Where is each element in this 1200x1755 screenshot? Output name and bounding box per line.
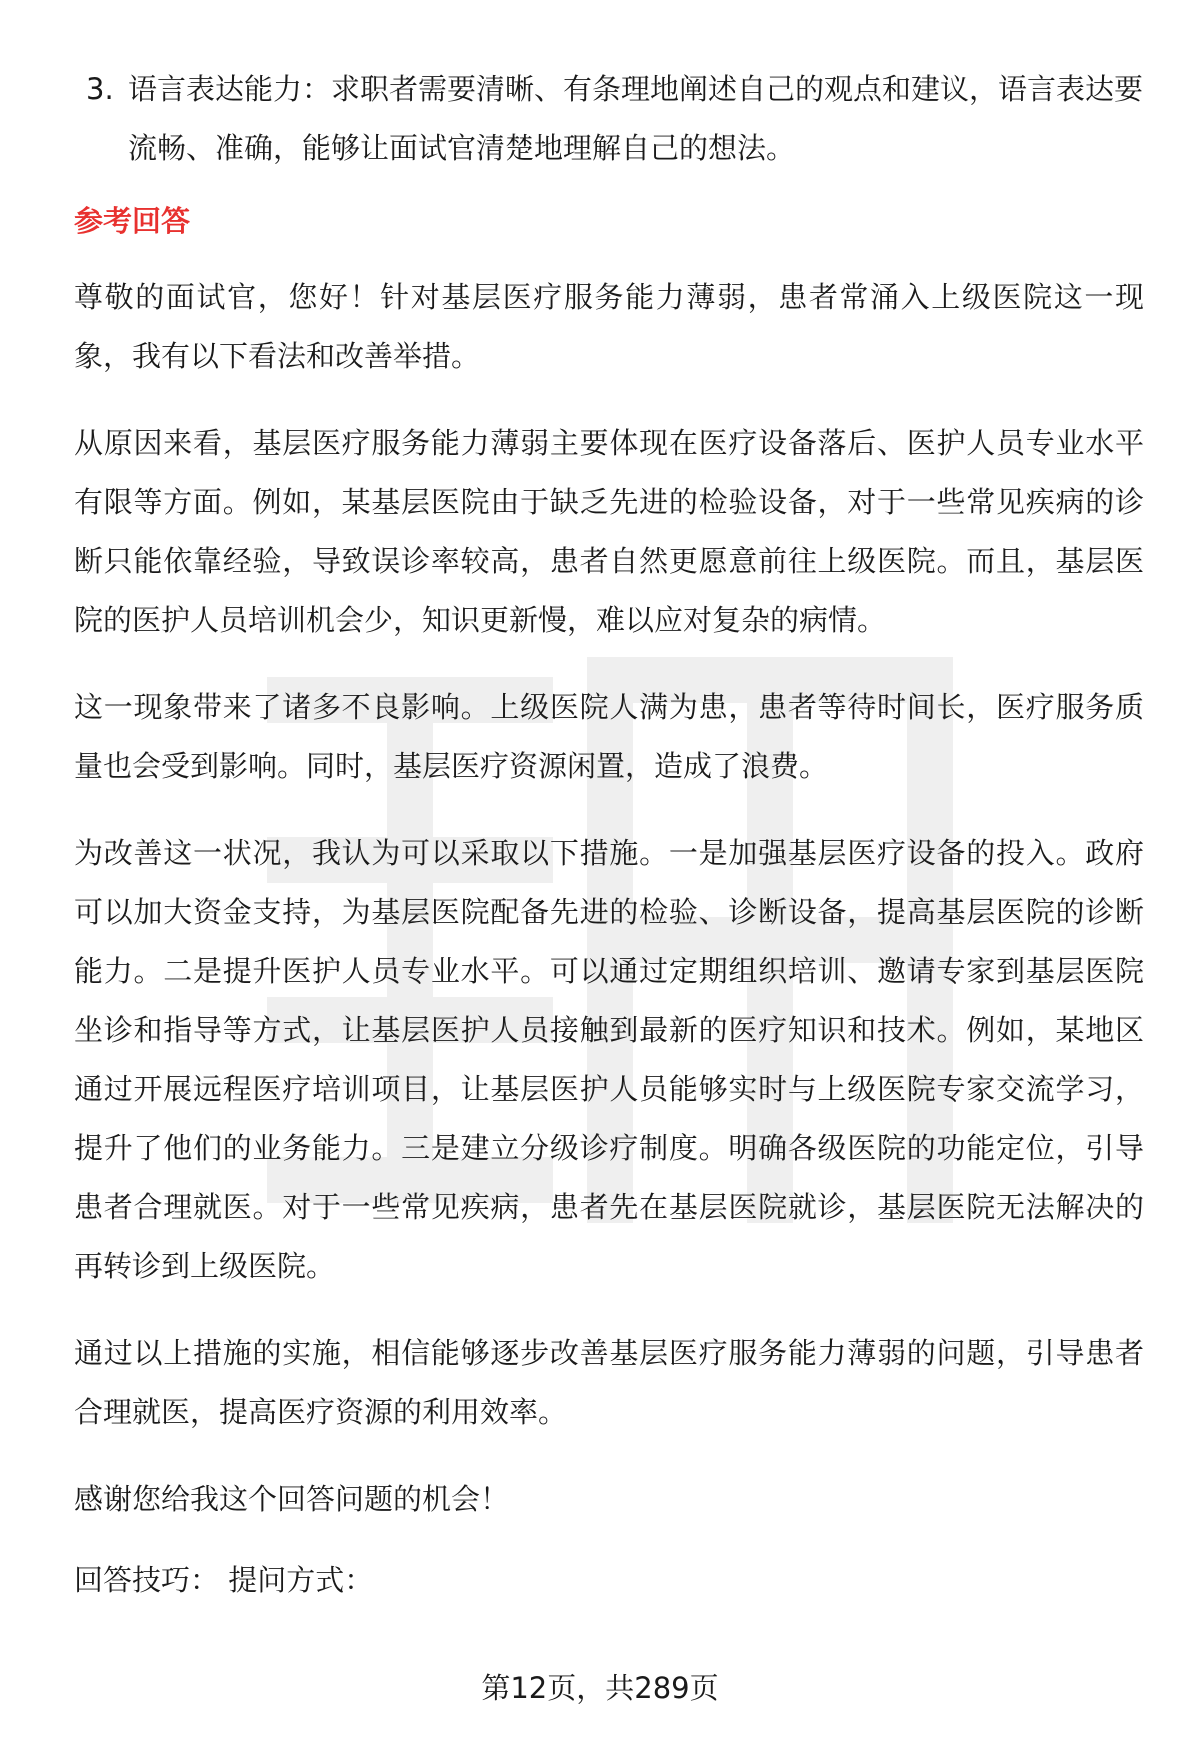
list-item [74, 60, 1144, 178]
section-heading: 参考回答 [74, 204, 191, 238]
paragraph-tips: 回答技巧： 提问方式： [74, 1563, 374, 1597]
list-item-text: 语言表达能力：求职者需要清晰、有条理地阐述自己的观点和建议，语言表达要流畅、准确，能够让面试官清楚地理解自己的想法。 [128, 72, 1144, 165]
page-number-footer: 第12页，共289页 [481, 1671, 719, 1705]
paragraph-causes: 从原因来看，基层医疗服务能力薄弱主要体现在医疗设备落后、医护人员专业水平有限等方面。例如，某基层医院由于缺乏先进的检验设备，对于一些常见疾病的诊断只能依靠经验，导致误诊率较高，患者自然更愿意前往上级医院。而且，基层医院的医护人员培训机会少，知识更新慢，难以应对复杂的病情。 [74, 426, 1144, 637]
paragraph-thanks: 感谢您给我这个回答问题的机会！ [74, 1482, 510, 1516]
paragraph-conclusion: 通过以上措施的实施，相信能够逐步改善基层医疗服务能力薄弱的问题，引导患者合理就医，提高医疗资源的利用效率。 [74, 1336, 1144, 1429]
list-item-number: 3. [86, 72, 114, 106]
paragraph-measures: 为改善这一状况，我认为可以采取以下措施。一是加强基层医疗设备的投入。政府可以加大资金支持，为基层医院配备先进的检验、诊断设备，提高基层医院的诊断能力。二是提升医护人员专业水平。可以通过定期组织培训、邀请专家到基层医院坐诊和指导等方式，让基层医护人员接触到最新的医疗知识和技术。例如，某地区通过开展远程医疗培训项目，让基层医护人员能够实时与上级医院专家交流学习，提升了他们的业务能力。三是建立分级诊疗制度。明确各级医院的功能定位，引导患者合理就医。对于一些常见疾病，患者先在基层医院就诊，基层医院无法解决的再转诊到上级医院。 [74, 836, 1144, 1283]
document-page [74, 60, 1144, 1638]
paragraph-impact: 这一现象带来了诸多不良影响。上级医院人满为患，患者等待时间长，医疗服务质量也会受到影响。同时，基层医疗资源闲置，造成了浪费。 [74, 690, 1144, 783]
paragraph-greeting: 尊敬的面试官，您好！针对基层医疗服务能力薄弱，患者常涌入上级医院这一现象，我有以下看法和改善举措。 [74, 280, 1144, 373]
